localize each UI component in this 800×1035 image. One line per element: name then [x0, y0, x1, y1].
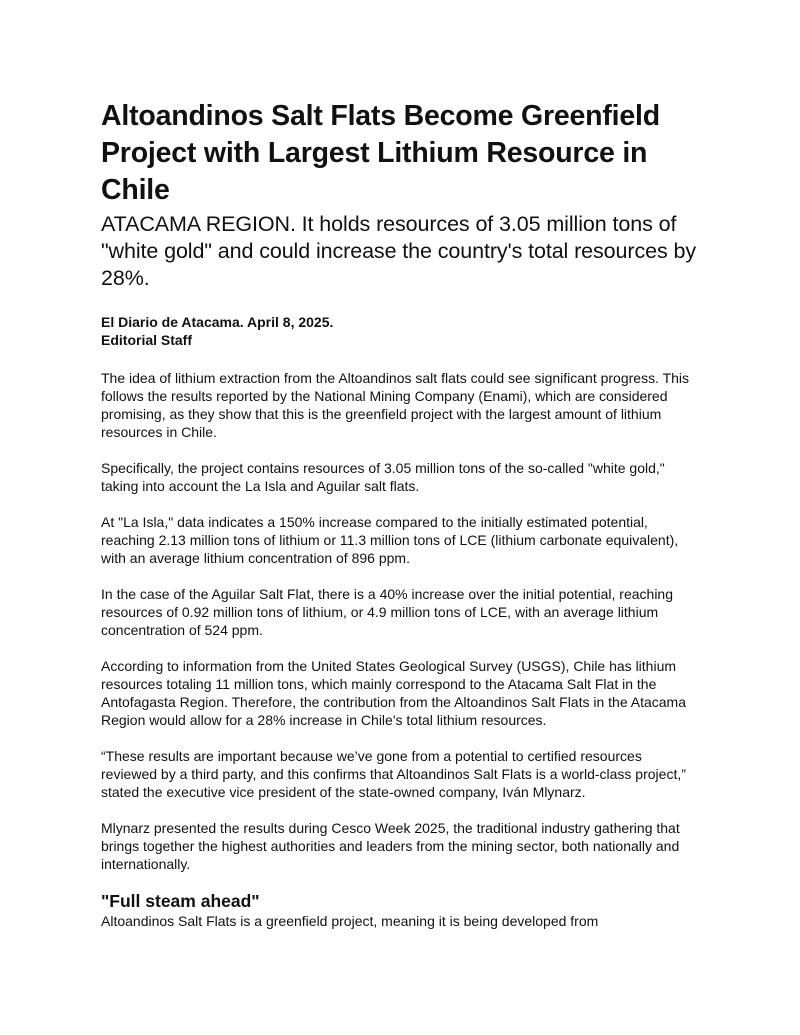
paragraph-1: The idea of lithium extraction from the Altoandinos salt flats could see significant progress. This follows the results reported by the National Mining Company (Enami), which are considered promising, as they show that this is the greenfield project with the largest amount of lithium resources in Chile.: [101, 370, 690, 440]
paragraph-3: At "La Isla," data indicates a 150% increase compared to the initially estimated potential, reaching 2.13 million tons of lithium or 11.3 million tons of LCE (lithium carbonate equivalent), with an average lithium concentration of 896 ppm.: [101, 514, 679, 566]
article: [101, 98, 701, 930]
paragraph-4: In the case of the Aguilar Salt Flat, there is a 40% increase over the initial potential, reaching resources of 0.92 million tons of lithium, or 4.9 million tons of LCE, with an average lithium concentration of 524 ppm.: [101, 586, 673, 638]
author: Editorial Staff: [101, 332, 193, 348]
paragraph-7: Mlynarz presented the results during Cesco Week 2025, the traditional industry gathering that brings together the highest authorities and leaders from the mining sector, both nationally and internationally.: [101, 820, 680, 872]
article-title: Altoandinos Salt Flats Become Greenfield Project with Largest Lithium Resource in Chile: [101, 100, 660, 206]
section-paragraph: Altoandinos Salt Flats is a greenfield project, meaning it is being developed from: [101, 913, 599, 929]
source-date: El Diario de Atacama. April 8, 2025.: [101, 314, 334, 330]
article-subtitle: ATACAMA REGION. It holds resources of 3.05 million tons of "white gold" and could increase the country's total resources by 28%.: [101, 212, 696, 290]
paragraph-6: “These results are important because we’ve gone from a potential to certified resources reviewed by a third party, and this confirms that Altoandinos Salt Flats is a world-class project,” stated the executive vice president of the state-owned company, Iván Mlynarz.: [101, 748, 686, 800]
paragraph-2: Specifically, the project contains resources of 3.05 million tons of the so-called "white gold," taking into account the La Isla and Aguilar salt flats.: [101, 460, 665, 494]
byline: [101, 313, 701, 349]
paragraph-5: According to information from the United States Geological Survey (USGS), Chile has lithium resources totaling 11 million tons, which mainly correspond to the Atacama Salt Flat in the Antofagasta Region. Therefore, the contribution from the Altoandinos Salt Flats in the Atacama Region would allow for a 28% increase in Chile's total lithium resources.: [101, 658, 686, 728]
section-heading: "Full steam ahead": [101, 891, 260, 911]
